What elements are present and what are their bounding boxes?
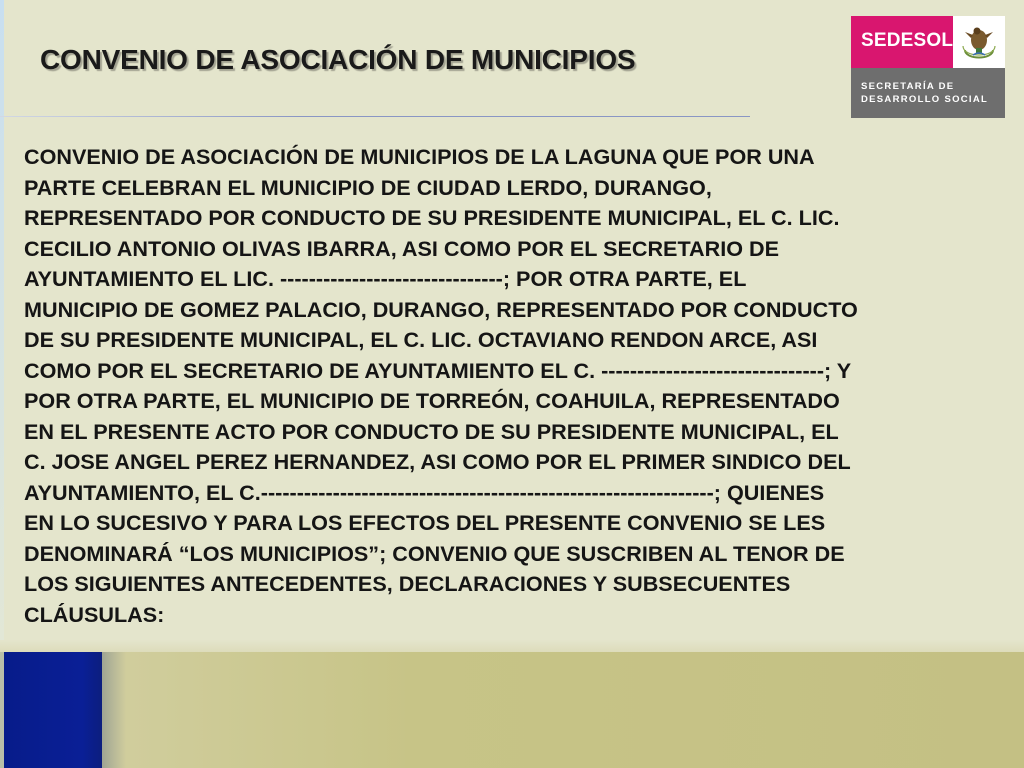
body-line: EN LO SUCESIVO Y PARA LOS EFECTOS DEL PRESENTE CONVENIO SE LES — [24, 510, 826, 535]
footer-blue-shadow — [102, 652, 126, 768]
left-edge-decoration — [0, 0, 4, 640]
body-line: CLÁUSULAS: — [24, 601, 165, 627]
body-line: CECILIO ANTONIO OLIVAS IBARRA, ASI COMO POR EL SECRETARIO DE — [24, 235, 780, 261]
body-line: DENOMINARÁ “LOS MUNICIPIOS”; CONVENIO QUE SUSCRIBEN AL TENOR DE — [24, 540, 845, 566]
body-line: POR OTRA PARTE, EL MUNICIPIO DE TORREÓN, COAHUILA, REPRESENTADO — [24, 388, 840, 413]
body-line: LOS SIGUIENTES ANTECEDENTES, DECLARACIONES Y SUBSECUENTES — [24, 571, 791, 596]
body-line: AYUNTAMIENTO, EL C.---------------------------------------------------------------; QUIENES — [24, 479, 825, 505]
logo-subtitle-line2: DESARROLLO SOCIAL — [861, 94, 989, 105]
body-line: REPRESENTADO POR CONDUCTO DE SU PRESIDENTE MUNICIPAL, EL C. LIC. — [24, 205, 840, 230]
logo-subtitle-line1: SECRETARÍA DE — [861, 81, 955, 92]
body-line: CONVENIO DE ASOCIACIÓN DE MUNICIPIOS DE LA LAGUNA QUE POR UNA — [24, 144, 815, 169]
body-line: PARTE CELEBRAN EL MUNICIPIO DE CIUDAD LERDO, DURANGO, — [24, 174, 712, 200]
logo-brand-text: SEDESOL — [861, 30, 954, 51]
sedesol-logo — [851, 16, 1005, 118]
mexican-coat-of-arms-icon — [957, 20, 1001, 64]
body-line: AYUNTAMIENTO EL LIC. -------------------------------; POR OTRA PARTE, EL — [24, 266, 747, 291]
footer-band — [0, 652, 1024, 768]
body-line: COMO POR EL SECRETARIO DE AYUNTAMIENTO EL C. -------------------------------; Y — [24, 357, 852, 383]
body-line: EN EL PRESENTE ACTO POR CONDUCTO DE SU PRESIDENTE MUNICIPAL, EL — [24, 418, 839, 444]
slide-title: CONVENIO DE ASOCIACIÓN DE MUNICIPIOS — [40, 44, 636, 75]
logo-top-panel — [851, 16, 1005, 68]
body-paragraph — [24, 142, 1024, 630]
footer-blue-block — [4, 652, 102, 768]
body-line: C. JOSE ANGEL PEREZ HERNANDEZ, ASI COMO POR EL PRIMER SINDICO DEL — [24, 449, 851, 474]
title-divider — [0, 116, 750, 117]
logo-brand-panel — [851, 16, 953, 68]
body-line: MUNICIPIO DE GOMEZ PALACIO, DURANGO, REPRESENTADO POR CONDUCTO — [24, 296, 858, 322]
body-line: DE SU PRESIDENTE MUNICIPAL, EL C. LIC. OCTAVIANO RENDON ARCE, ASI — [24, 327, 818, 352]
logo-subtitle — [861, 80, 1001, 106]
